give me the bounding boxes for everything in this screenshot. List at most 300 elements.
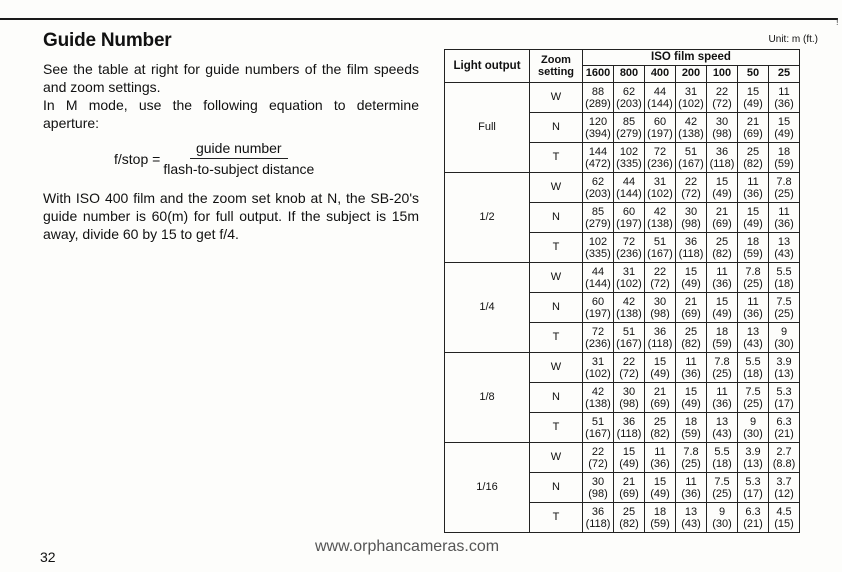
guide-number-cell — [583, 83, 614, 113]
guide-number-feet: (59) — [774, 157, 794, 170]
guide-number-cell — [769, 263, 800, 293]
zoom-setting-cell: N — [530, 293, 583, 323]
guide-number-feet: (69) — [650, 397, 670, 410]
guide-number-feet: (30) — [743, 427, 763, 440]
guide-number-meters: 22 — [591, 445, 605, 458]
guide-number-feet: (25) — [681, 457, 701, 470]
zoom-setting-cell: T — [530, 143, 583, 173]
guide-number-cell — [645, 173, 676, 203]
guide-number-feet: (236) — [585, 337, 611, 350]
guide-number-cell — [583, 473, 614, 503]
zoom-setting-cell: T — [530, 323, 583, 353]
guide-number-cell — [645, 353, 676, 383]
example-paragraph: With ISO 400 film and the zoom set knob at N, the SB-20's guide number is 60(m) for full output. If the subject is 15m away, divide 60 by 15 to get f/4. — [43, 190, 419, 242]
guide-number-meters: 18 — [746, 235, 760, 248]
guide-number-meters: 44 — [591, 265, 605, 278]
guide-number-feet: (49) — [743, 217, 763, 230]
zoom-setting-cell: T — [530, 503, 583, 533]
guide-number-feet: (102) — [647, 187, 673, 200]
guide-number-meters: 11 — [685, 355, 697, 368]
guide-number-cell — [645, 383, 676, 413]
guide-number-meters: 18 — [777, 145, 791, 158]
light-output-cell: 1/8 — [445, 353, 530, 443]
guide-number-meters: 51 — [653, 235, 667, 248]
guide-number-cell — [738, 173, 769, 203]
guide-number-feet: (21) — [743, 517, 763, 530]
guide-number-meters: 102 — [619, 145, 639, 158]
guide-number-cell — [645, 143, 676, 173]
guide-number-feet: (197) — [585, 307, 611, 320]
guide-number-cell — [738, 233, 769, 263]
guide-number-meters: 7.8 — [683, 445, 699, 458]
guide-number-meters: 22 — [684, 175, 698, 188]
guide-number-meters: 25 — [746, 145, 760, 158]
guide-number-feet: (82) — [743, 157, 763, 170]
guide-number-cell — [738, 413, 769, 443]
guide-number-feet: (30) — [712, 517, 732, 530]
guide-number-meters: 4.5 — [776, 505, 792, 518]
guide-number-cell — [769, 203, 800, 233]
guide-number-meters: 18 — [653, 505, 667, 518]
guide-number-cell — [676, 143, 707, 173]
guide-number-cell — [769, 323, 800, 353]
zoom-setting-cell: W — [530, 83, 583, 113]
guide-number-meters: 30 — [591, 475, 605, 488]
guide-number-feet: (36) — [743, 187, 763, 200]
guide-number-meters: 9 — [749, 415, 757, 428]
light-output-cell: 1/16 — [445, 443, 530, 533]
formula-fraction — [163, 140, 314, 177]
guide-number-meters: 51 — [622, 325, 636, 338]
guide-number-meters: 6.3 — [776, 415, 792, 428]
guide-number-cell — [645, 323, 676, 353]
guide-number-cell — [769, 353, 800, 383]
guide-number-cell — [614, 263, 645, 293]
guide-number-cell — [614, 353, 645, 383]
guide-number-cell — [707, 353, 738, 383]
guide-number-cell — [738, 383, 769, 413]
guide-number-meters: 15 — [653, 475, 667, 488]
zoom-setting-cell: N — [530, 113, 583, 143]
guide-number-cell — [583, 263, 614, 293]
guide-number-cell — [738, 113, 769, 143]
guide-number-meters: 7.5 — [714, 475, 730, 488]
guide-number-feet: (82) — [619, 517, 639, 530]
guide-number-cell — [583, 143, 614, 173]
guide-number-meters: 25 — [684, 325, 698, 338]
guide-number-feet: (17) — [743, 487, 763, 500]
guide-number-meters: 60 — [591, 295, 605, 308]
guide-number-meters: 15 — [715, 295, 729, 308]
guide-number-cell — [614, 203, 645, 233]
guide-number-meters: 9 — [780, 325, 788, 338]
edge-mark: ! — [836, 17, 839, 27]
guide-number-meters: 31 — [622, 265, 636, 278]
zoom-setting-cell: W — [530, 353, 583, 383]
guide-number-meters: 11 — [778, 85, 790, 98]
guide-number-feet: (472) — [585, 157, 611, 170]
guide-number-cell — [676, 173, 707, 203]
iso-speed-header: 1600 — [583, 65, 614, 82]
formula-denominator: flash-to-subject distance — [163, 161, 315, 177]
guide-number-table-wrap — [444, 49, 800, 533]
guide-number-feet: (43) — [743, 337, 763, 350]
guide-number-cell — [645, 293, 676, 323]
guide-number-cell — [707, 383, 738, 413]
formula-lhs: f/stop = — [114, 150, 161, 167]
guide-number-meters: 21 — [684, 295, 698, 308]
guide-number-cell — [614, 323, 645, 353]
guide-number-meters: 85 — [591, 205, 605, 218]
zoom-setting-cell: N — [530, 383, 583, 413]
guide-number-meters: 7.5 — [776, 295, 792, 308]
guide-number-feet: (13) — [774, 367, 794, 380]
guide-number-cell — [707, 263, 738, 293]
guide-number-meters: 5.5 — [745, 355, 761, 368]
guide-number-meters: 36 — [684, 235, 698, 248]
guide-number-cell — [676, 263, 707, 293]
guide-number-feet: (49) — [681, 397, 701, 410]
guide-number-meters: 85 — [622, 115, 636, 128]
guide-number-meters: 11 — [654, 445, 666, 458]
guide-number-cell — [769, 143, 800, 173]
guide-number-feet: (49) — [712, 307, 732, 320]
guide-number-meters: 144 — [588, 145, 608, 158]
guide-number-cell — [738, 503, 769, 533]
guide-number-meters: 36 — [715, 145, 729, 158]
page-heading: Guide Number — [43, 30, 172, 51]
guide-number-meters: 15 — [684, 385, 698, 398]
guide-number-feet: (82) — [681, 337, 701, 350]
guide-number-feet: (49) — [774, 127, 794, 140]
guide-number-meters: 11 — [747, 295, 759, 308]
guide-number-meters: 72 — [622, 235, 636, 248]
guide-number-meters: 13 — [777, 235, 791, 248]
zoom-setting-cell: W — [530, 173, 583, 203]
header-iso-film-speed: ISO film speed — [583, 50, 800, 66]
guide-number-feet: (43) — [712, 427, 732, 440]
guide-number-meters: 13 — [715, 415, 729, 428]
guide-number-feet: (167) — [647, 247, 673, 260]
guide-number-feet: (72) — [650, 277, 670, 290]
guide-number-meters: 3.7 — [776, 475, 792, 488]
guide-number-cell — [769, 383, 800, 413]
guide-number-meters: 13 — [684, 505, 698, 518]
iso-speed-header: 50 — [738, 65, 769, 82]
zoom-setting-cell: T — [530, 413, 583, 443]
guide-number-feet: (36) — [712, 277, 732, 290]
guide-number-table — [444, 49, 800, 533]
guide-number-feet: (59) — [712, 337, 732, 350]
guide-number-feet: (289) — [585, 97, 611, 110]
formula-numerator: guide number — [190, 140, 288, 159]
guide-number-cell — [614, 143, 645, 173]
guide-number-meters: 15 — [684, 265, 698, 278]
guide-number-cell — [707, 113, 738, 143]
guide-number-meters: 3.9 — [776, 355, 792, 368]
guide-number-feet: (25) — [774, 307, 794, 320]
iso-speed-header: 25 — [769, 65, 800, 82]
guide-number-feet: (335) — [585, 247, 611, 260]
table-row — [445, 83, 800, 113]
guide-number-feet: (49) — [619, 457, 639, 470]
guide-number-cell — [676, 473, 707, 503]
header-zoom-line2: setting — [537, 66, 575, 78]
guide-number-cell — [583, 323, 614, 353]
guide-number-cell — [738, 473, 769, 503]
guide-number-meters: 36 — [591, 505, 605, 518]
guide-number-feet: (49) — [712, 187, 732, 200]
guide-number-cell — [707, 503, 738, 533]
guide-number-meters: 11 — [685, 475, 697, 488]
guide-number-meters: 2.7 — [776, 445, 792, 458]
unit-note: Unit: m (ft.) — [768, 34, 818, 45]
guide-number-cell — [645, 83, 676, 113]
guide-number-cell — [676, 293, 707, 323]
guide-number-feet: (15) — [774, 517, 794, 530]
guide-number-cell — [614, 383, 645, 413]
guide-number-feet: (25) — [774, 187, 794, 200]
guide-number-meters: 42 — [684, 115, 698, 128]
guide-number-feet: (36) — [774, 217, 794, 230]
guide-number-feet: (138) — [647, 217, 673, 230]
guide-number-meters: 21 — [746, 115, 760, 128]
guide-number-feet: (98) — [619, 397, 639, 410]
footer-url: www.orphancameras.com — [315, 538, 500, 555]
guide-number-meters: 22 — [622, 355, 636, 368]
guide-number-cell — [583, 413, 614, 443]
guide-number-feet: (36) — [681, 367, 701, 380]
iso-speed-header: 800 — [614, 65, 645, 82]
guide-number-cell — [583, 293, 614, 323]
text-column — [43, 30, 419, 243]
guide-number-feet: (18) — [743, 367, 763, 380]
guide-number-feet: (335) — [616, 157, 642, 170]
guide-number-meters: 5.5 — [776, 265, 792, 278]
guide-number-cell — [738, 443, 769, 473]
guide-number-meters: 18 — [684, 415, 698, 428]
guide-number-meters: 15 — [653, 355, 667, 368]
guide-number-cell — [645, 233, 676, 263]
guide-number-cell — [707, 443, 738, 473]
guide-number-meters: 22 — [715, 85, 729, 98]
zoom-setting-cell: N — [530, 473, 583, 503]
guide-number-feet: (8.8) — [772, 457, 796, 470]
guide-number-cell — [707, 83, 738, 113]
guide-number-cell — [769, 233, 800, 263]
iso-speed-header: 100 — [707, 65, 738, 82]
header-zoom-setting — [530, 50, 583, 83]
guide-number-feet: (138) — [678, 127, 704, 140]
guide-number-meters: 30 — [622, 385, 636, 398]
guide-number-meters: 31 — [591, 355, 605, 368]
guide-number-feet: (167) — [585, 427, 611, 440]
guide-number-feet: (279) — [585, 217, 611, 230]
guide-number-feet: (144) — [585, 277, 611, 290]
guide-number-feet: (167) — [616, 337, 642, 350]
guide-number-cell — [614, 443, 645, 473]
guide-number-meters: 88 — [591, 85, 605, 98]
guide-number-feet: (197) — [647, 127, 673, 140]
guide-number-meters: 7.8 — [745, 265, 761, 278]
guide-number-cell — [676, 233, 707, 263]
guide-number-feet: (144) — [616, 187, 642, 200]
guide-number-feet: (59) — [743, 247, 763, 260]
guide-number-feet: (13) — [743, 457, 763, 470]
guide-number-cell — [645, 113, 676, 143]
table-row — [445, 443, 800, 473]
guide-number-meters: 31 — [684, 85, 698, 98]
zoom-setting-cell: T — [530, 233, 583, 263]
guide-number-meters: 3.9 — [745, 445, 761, 458]
guide-number-feet: (43) — [774, 247, 794, 260]
light-output-cell: 1/2 — [445, 173, 530, 263]
guide-number-cell — [769, 173, 800, 203]
guide-number-feet: (203) — [585, 187, 611, 200]
guide-number-meters: 11 — [716, 265, 728, 278]
guide-number-cell — [738, 293, 769, 323]
guide-number-feet: (102) — [678, 97, 704, 110]
guide-number-meters: 5.3 — [745, 475, 761, 488]
guide-number-feet: (118) — [709, 157, 735, 170]
guide-number-feet: (21) — [774, 427, 794, 440]
guide-number-feet: (43) — [681, 517, 701, 530]
table-row — [445, 353, 800, 383]
guide-number-cell — [676, 383, 707, 413]
guide-number-meters: 7.8 — [776, 175, 792, 188]
guide-number-meters: 120 — [588, 115, 608, 128]
guide-number-meters: 18 — [715, 325, 729, 338]
guide-number-cell — [614, 413, 645, 443]
guide-number-cell — [583, 503, 614, 533]
aperture-formula — [114, 140, 419, 177]
top-rule — [0, 18, 838, 20]
iso-speed-header: 200 — [676, 65, 707, 82]
guide-number-meters: 42 — [653, 205, 667, 218]
header-light-output: Light output — [445, 50, 530, 83]
guide-number-cell — [614, 113, 645, 143]
guide-number-feet: (144) — [647, 97, 673, 110]
guide-number-feet: (49) — [743, 97, 763, 110]
table-row — [445, 173, 800, 203]
guide-number-cell — [676, 203, 707, 233]
guide-number-cell — [676, 443, 707, 473]
guide-number-cell — [738, 203, 769, 233]
guide-number-meters: 62 — [622, 85, 636, 98]
guide-number-feet: (25) — [743, 397, 763, 410]
guide-number-cell — [707, 173, 738, 203]
guide-number-meters: 15 — [777, 115, 791, 128]
guide-number-meters: 25 — [715, 235, 729, 248]
guide-number-meters: 15 — [746, 205, 760, 218]
guide-number-meters: 102 — [588, 235, 608, 248]
guide-number-cell — [707, 233, 738, 263]
guide-number-feet: (279) — [616, 127, 642, 140]
guide-number-feet: (72) — [712, 97, 732, 110]
m-mode-paragraph: In M mode, use the following equation to determine aperture: — [43, 97, 419, 131]
light-output-cell: Full — [445, 83, 530, 173]
light-output-cell: 1/4 — [445, 263, 530, 353]
guide-number-cell — [583, 353, 614, 383]
guide-number-cell — [738, 263, 769, 293]
guide-number-cell — [676, 413, 707, 443]
guide-number-cell — [645, 203, 676, 233]
guide-number-cell — [614, 233, 645, 263]
guide-number-feet: (72) — [681, 187, 701, 200]
guide-number-feet: (25) — [712, 487, 732, 500]
guide-number-feet: (98) — [650, 307, 670, 320]
guide-number-meters: 15 — [746, 85, 760, 98]
guide-number-meters: 21 — [653, 385, 667, 398]
guide-number-cell — [676, 113, 707, 143]
guide-number-cell — [707, 293, 738, 323]
guide-number-cell — [738, 323, 769, 353]
guide-number-feet: (98) — [681, 217, 701, 230]
page-number: 32 — [40, 549, 56, 565]
guide-number-cell — [769, 413, 800, 443]
guide-number-feet: (36) — [712, 397, 732, 410]
guide-number-feet: (118) — [616, 427, 642, 440]
guide-number-cell — [707, 473, 738, 503]
guide-number-cell — [769, 83, 800, 113]
guide-number-cell — [738, 143, 769, 173]
guide-number-cell — [707, 323, 738, 353]
guide-number-feet: (118) — [647, 337, 673, 350]
guide-number-cell — [614, 473, 645, 503]
guide-number-feet: (394) — [585, 127, 611, 140]
guide-number-feet: (138) — [616, 307, 642, 320]
guide-number-cell — [583, 233, 614, 263]
guide-number-meters: 72 — [591, 325, 605, 338]
guide-number-cell — [769, 473, 800, 503]
guide-number-cell — [676, 353, 707, 383]
guide-number-meters: 7.8 — [714, 355, 730, 368]
guide-number-cell — [583, 173, 614, 203]
guide-number-cell — [707, 143, 738, 173]
guide-number-feet: (25) — [743, 277, 763, 290]
guide-number-cell — [769, 503, 800, 533]
guide-number-cell — [707, 203, 738, 233]
guide-number-meters: 11 — [747, 175, 759, 188]
guide-number-cell — [614, 503, 645, 533]
guide-number-cell — [676, 503, 707, 533]
guide-number-meters: 60 — [622, 205, 636, 218]
guide-number-meters: 11 — [716, 385, 728, 398]
guide-number-feet: (102) — [585, 367, 611, 380]
guide-number-meters: 30 — [653, 295, 667, 308]
guide-number-meters: 44 — [622, 175, 636, 188]
guide-number-feet: (203) — [616, 97, 642, 110]
guide-number-feet: (36) — [743, 307, 763, 320]
guide-number-feet: (36) — [774, 97, 794, 110]
guide-number-feet: (69) — [619, 487, 639, 500]
guide-number-cell — [769, 443, 800, 473]
guide-number-meters: 15 — [622, 445, 636, 458]
guide-number-meters: 42 — [591, 385, 605, 398]
guide-number-meters: 15 — [715, 175, 729, 188]
guide-number-feet: (36) — [650, 457, 670, 470]
guide-number-cell — [769, 293, 800, 323]
guide-number-meters: 36 — [622, 415, 636, 428]
header-zoom-line1: Zoom — [541, 54, 571, 66]
intro-paragraph: See the table at right for guide numbers of the film speeds and zoom settings. — [43, 61, 419, 95]
guide-number-meters: 30 — [715, 115, 729, 128]
guide-number-feet: (72) — [619, 367, 639, 380]
guide-number-feet: (17) — [774, 397, 794, 410]
guide-number-feet: (30) — [774, 337, 794, 350]
guide-number-feet: (59) — [650, 517, 670, 530]
guide-number-meters: 9 — [718, 505, 726, 518]
